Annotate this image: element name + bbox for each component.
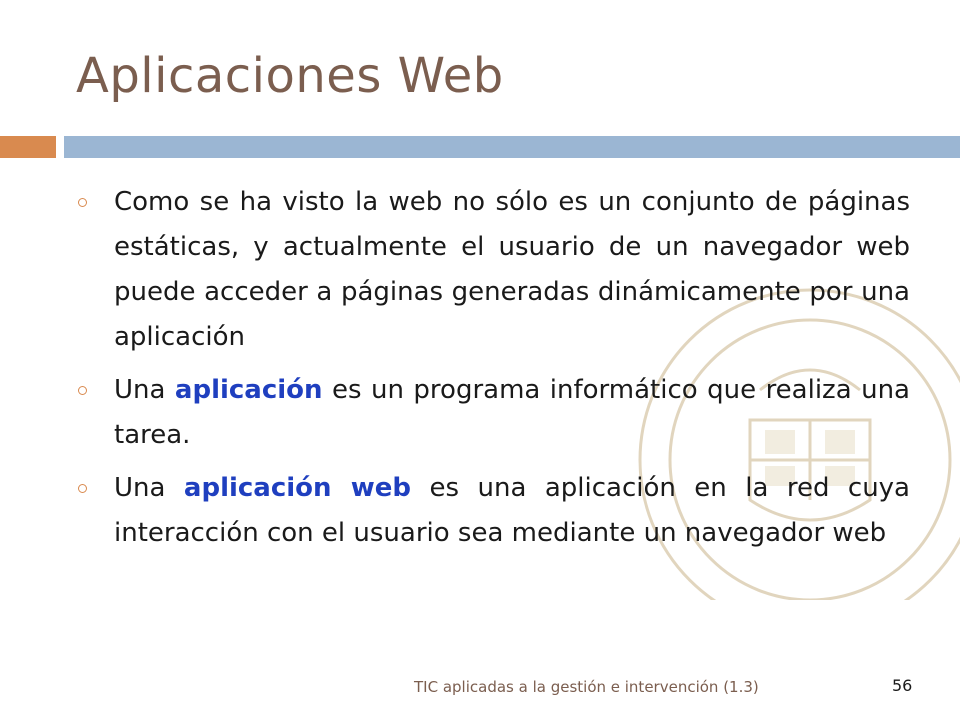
bullet-text-after: es una aplicación en la red cuya interacción con el usuario sea mediante un navegador web (114, 473, 910, 548)
list-item (78, 466, 910, 556)
highlighted-term: aplicación (174, 375, 323, 405)
list-item (78, 368, 910, 458)
slide-title: Aplicaciones Web (76, 48, 504, 104)
bullet-text-before: Una (114, 473, 184, 503)
bullet-text-before: Una (114, 375, 175, 405)
bullet-text (114, 466, 910, 556)
bullet-text: Como se ha visto la web no sólo es un conjunto de páginas estáticas, y actualmente el usuario de un navegador web puede acceder a páginas generadas dinámicamente por una aplicación (114, 187, 910, 352)
bullet-text-after: es un programa informático que realiza una tarea. (114, 375, 910, 450)
bullet-text (114, 368, 910, 458)
bullet-list (78, 180, 910, 564)
footer-text: TIC aplicadas a la gestión e intervención (1.3) (414, 678, 759, 696)
header-bar-blue (64, 136, 960, 158)
highlighted-term: aplicación web (183, 473, 412, 503)
bullet-icon (78, 198, 87, 207)
header-bar-orange (0, 136, 56, 158)
bullet-icon (78, 386, 87, 395)
page-number: 56 (892, 676, 913, 695)
bullet-icon (78, 484, 87, 493)
list-item (78, 180, 910, 360)
